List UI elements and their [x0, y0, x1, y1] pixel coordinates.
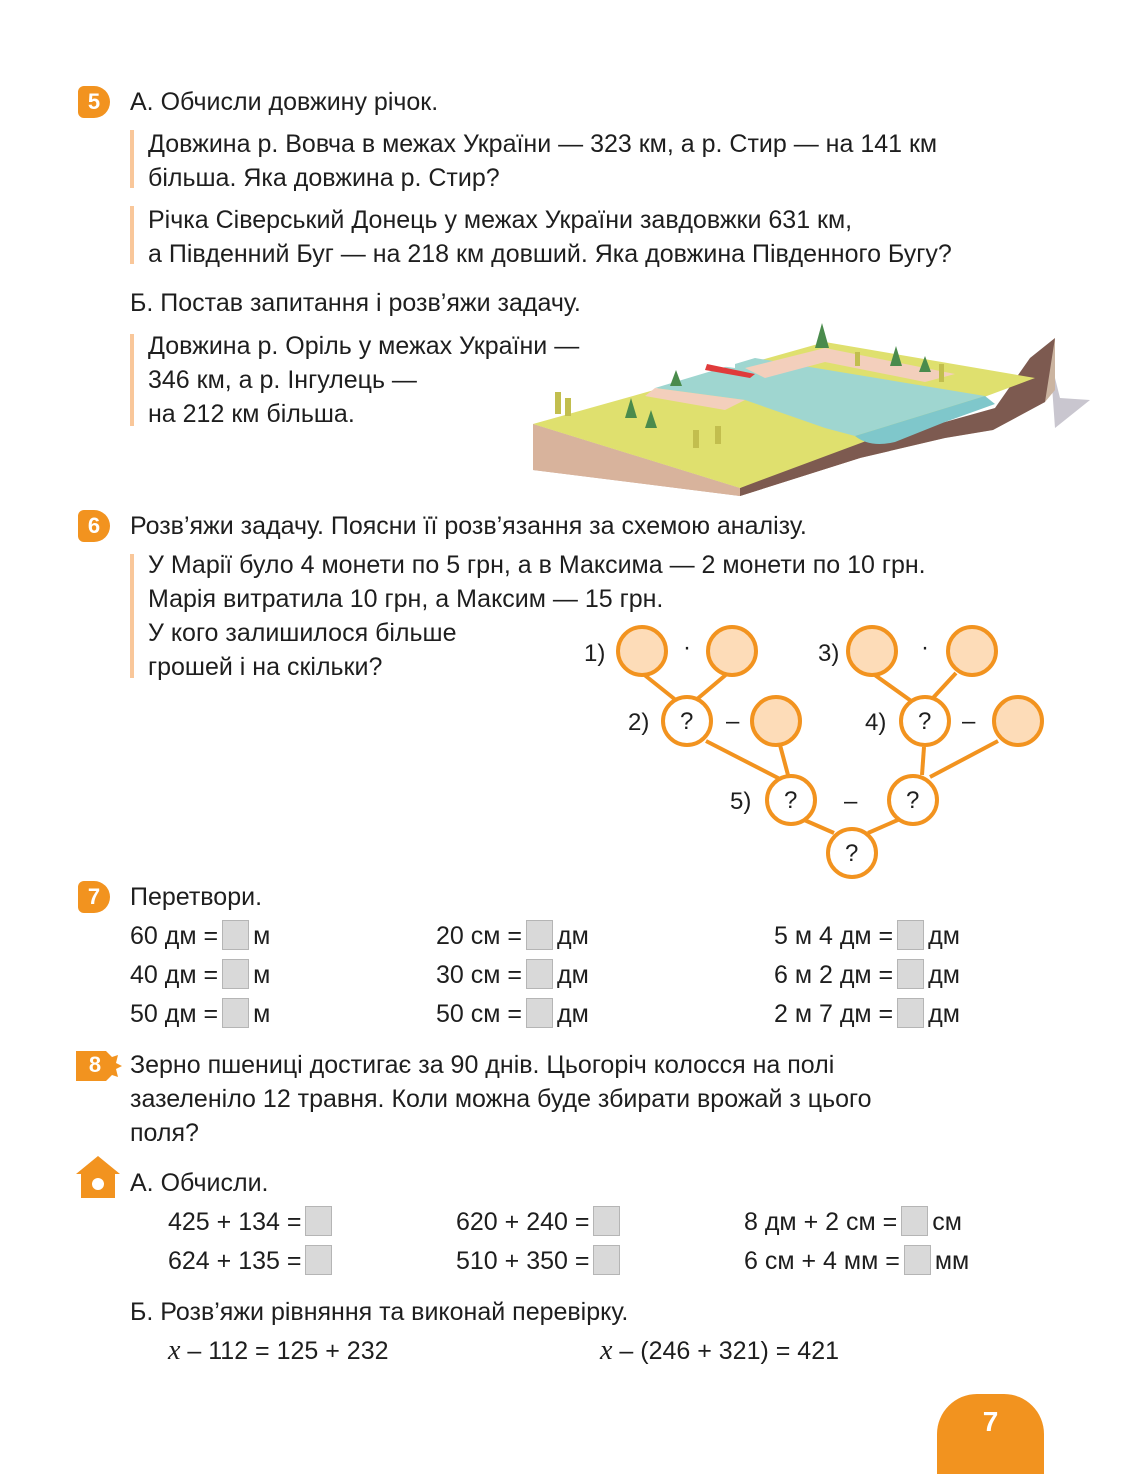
- text-line: 346 км, а р. Інгулець —: [148, 366, 417, 394]
- answer-box[interactable]: [593, 1206, 620, 1236]
- question-mark: ?: [680, 708, 694, 735]
- text-line: Довжина р. Оріль у межах України —: [148, 332, 580, 360]
- conversion-row: 60 дм = м: [130, 922, 271, 950]
- task-7-number: 7: [78, 881, 110, 913]
- task-5-paragraph-1: [148, 127, 1043, 195]
- conversion-row: 2 м 7 дм = дм: [774, 1000, 960, 1028]
- home-a-title: А. Обчисли.: [130, 1169, 269, 1197]
- scheme-input-circle: [948, 627, 996, 675]
- task-5-a-title: А. Обчисли довжину річок.: [130, 88, 439, 116]
- task-6-number: 6: [78, 510, 110, 542]
- task-6-title: Розв’яжи задачу. Поясни її розв’язання за схемою аналізу.: [130, 512, 807, 540]
- river-landscape-illustration: [525, 318, 1095, 500]
- conversion-row: 5 м 4 дм = дм: [774, 922, 960, 950]
- conversion-row: 30 см = дм: [436, 961, 589, 989]
- equation-1: x – 112 = 125 + 232: [168, 1335, 389, 1366]
- page-number: 7: [937, 1394, 1044, 1474]
- task-5-number: 5: [78, 86, 110, 118]
- operator: –: [844, 788, 858, 815]
- answer-box[interactable]: [897, 998, 924, 1028]
- conversion-row: 20 см = дм: [436, 922, 589, 950]
- text-line: У кого залишилося більше: [148, 619, 457, 647]
- text-line: Річка Сіверський Донець у межах України завдовжки 631 км,: [148, 206, 853, 234]
- conversion-row: 40 дм = м: [130, 961, 271, 989]
- text-line: Марія витратила 10 грн, а Максим — 15 грн.: [148, 585, 664, 613]
- quote-bar: [130, 130, 134, 188]
- text-line: Зерно пшениці достигає за 90 днів. Цьогоріч колосся на полі: [130, 1051, 835, 1079]
- task-7-title: Перетвори.: [130, 883, 263, 911]
- answer-box[interactable]: [526, 959, 553, 989]
- quote-bar: [130, 206, 134, 264]
- question-mark: ?: [784, 787, 798, 814]
- task-8-number: 8: [88, 1052, 102, 1077]
- answer-box[interactable]: [593, 1245, 620, 1275]
- calc-row: 510 + 350 =: [456, 1244, 624, 1278]
- answer-box[interactable]: [222, 998, 249, 1028]
- operator: ·: [683, 634, 691, 661]
- task-5-b-title: Б. Постав запитання і розв’яжи задачу.: [130, 289, 581, 317]
- text-line: У Марії було 4 монети по 5 грн, а в Максима — 2 монети по 10 грн.: [148, 551, 926, 579]
- calc-row: 425 + 134 =: [168, 1205, 336, 1239]
- answer-box[interactable]: [305, 1245, 332, 1275]
- scheme-input-circle: [618, 627, 666, 675]
- operator: ·: [921, 634, 929, 661]
- text-line: грошей і на скільки?: [148, 653, 383, 681]
- step-label: 2): [628, 709, 650, 736]
- scheme-input-circle: [994, 697, 1042, 745]
- task-5-paragraph-2: [148, 203, 1043, 271]
- step-label: 4): [865, 709, 887, 736]
- question-mark: ?: [845, 840, 859, 867]
- operator: –: [962, 708, 976, 735]
- text-line: а Південний Буг — на 218 км довший. Яка довжина Південного Бугу?: [148, 240, 952, 268]
- step-label: 5): [730, 788, 752, 815]
- text-line: Довжина р. Вовча в межах України — 323 км, а р. Стир — на 141 км: [148, 130, 938, 158]
- conversion-row: 6 м 2 дм = дм: [774, 961, 960, 989]
- home-b-title: Б. Розв’яжи рівняння та виконай перевірку.: [130, 1298, 629, 1326]
- scheme-input-circle: [752, 697, 800, 745]
- text-line: більша. Яка довжина р. Стир?: [148, 164, 500, 192]
- analysis-scheme-diagram: [570, 615, 1060, 885]
- answer-box[interactable]: [222, 959, 249, 989]
- calc-row: 624 + 135 =: [168, 1244, 336, 1278]
- text-line: поля?: [130, 1119, 199, 1147]
- scheme-input-circle: [848, 627, 896, 675]
- step-label: 1): [584, 640, 606, 667]
- answer-box[interactable]: [526, 920, 553, 950]
- conversion-row: 50 дм = м: [130, 1000, 271, 1028]
- question-mark: ?: [906, 787, 920, 814]
- operator: –: [726, 708, 740, 735]
- answer-box[interactable]: [526, 998, 553, 1028]
- task-5-paragraph-3: [148, 329, 579, 431]
- answer-box[interactable]: [901, 1206, 928, 1236]
- answer-box[interactable]: [305, 1206, 332, 1236]
- answer-box[interactable]: [904, 1245, 931, 1275]
- question-mark: ?: [918, 708, 932, 735]
- calc-row: 8 дм + 2 см = см: [744, 1208, 962, 1236]
- text-line: на 212 км більша.: [148, 400, 355, 428]
- answer-box[interactable]: [897, 920, 924, 950]
- calc-row: 620 + 240 =: [456, 1205, 624, 1239]
- equation-2: x – (246 + 321) = 421: [600, 1335, 840, 1366]
- home-icon: [76, 1156, 120, 1198]
- text-line: зазеленіло 12 травня. Коли можна буде збирати врожай з цього: [130, 1085, 872, 1113]
- quote-bar: [130, 334, 134, 426]
- scheme-input-circle: [708, 627, 756, 675]
- quote-bar: [130, 554, 134, 678]
- task-8-text: [130, 1048, 1043, 1150]
- answer-box[interactable]: [222, 920, 249, 950]
- calc-row: 6 см + 4 мм = мм: [744, 1247, 970, 1275]
- answer-box[interactable]: [897, 959, 924, 989]
- step-label: 3): [818, 640, 840, 667]
- conversion-row: 50 см = дм: [436, 1000, 589, 1028]
